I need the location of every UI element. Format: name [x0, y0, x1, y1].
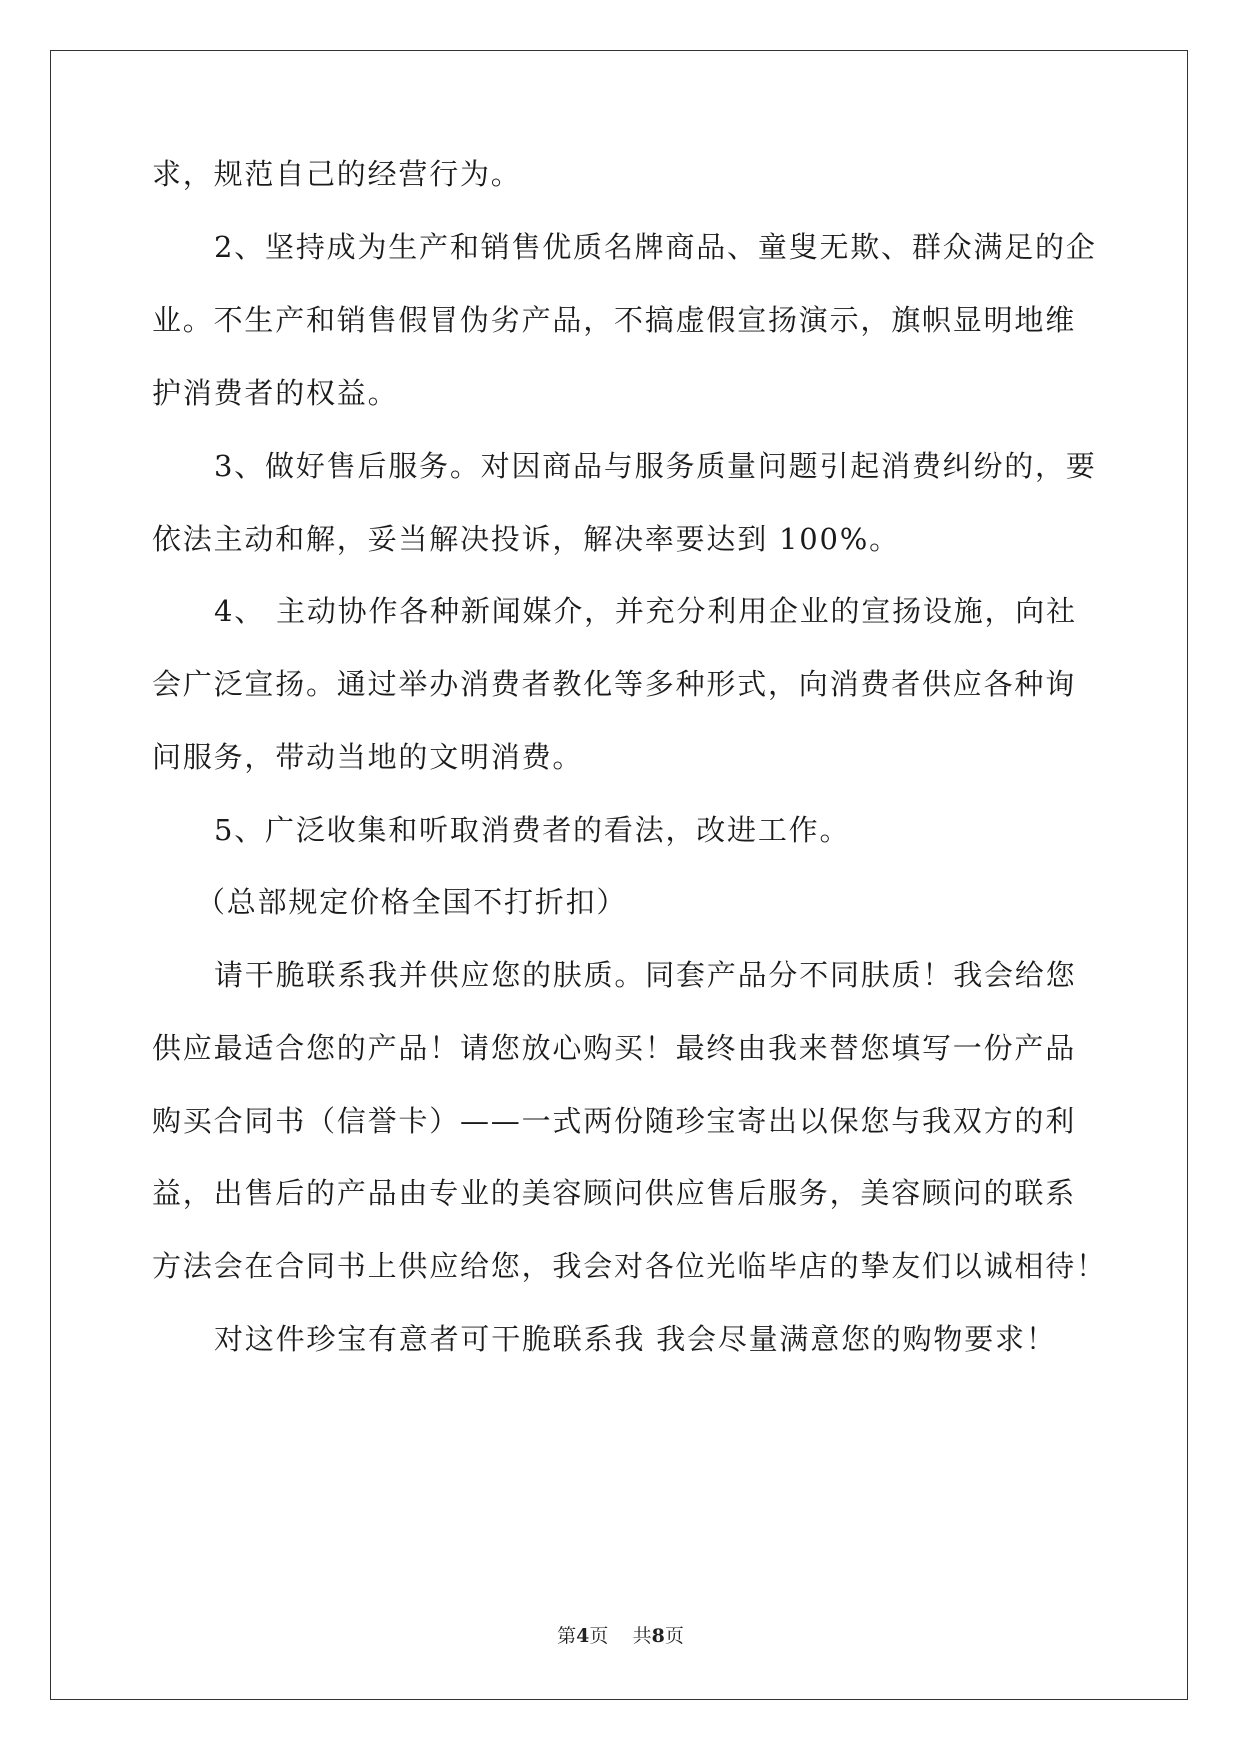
- page-footer: [0, 1622, 1241, 1650]
- text-line: 求，规范自己的经营行为。: [152, 157, 522, 191]
- footer-page-suffix: 页: [589, 1625, 609, 1647]
- text-line: 2、坚持成为生产和销售优质名牌商品、童叟无欺、群众满足的企: [214, 230, 1097, 264]
- footer-prefix: 第: [557, 1625, 577, 1647]
- text-line: 对这件珍宝有意者可干脆联系我 我会尽量满意您的购物要求！: [214, 1322, 1057, 1356]
- text-line: 请干脆联系我并供应您的肤质。同套产品分不同肤质！我会给您: [214, 958, 1077, 992]
- text-line: （总部规定价格全国不打折扣）: [196, 885, 628, 919]
- text-line: 4、 主动协作各种新闻媒介，并充分利用企业的宣扬设施，向社: [214, 594, 1077, 628]
- current-page-number: 4: [576, 1625, 590, 1647]
- text-line: 3、做好售后服务。对因商品与服务质量问题引起消费纠纷的，要: [214, 449, 1097, 483]
- total-page-number: 8: [651, 1625, 665, 1647]
- page-border: [50, 50, 1188, 1700]
- text-line: 5、广泛收集和听取消费者的看法，改进工作。: [214, 813, 851, 847]
- text-line: 方法会在合同书上供应给您，我会对各位光临毕店的挚友们以诚相待！: [152, 1249, 1107, 1283]
- text-line: 业。不生产和销售假冒伪劣产品，不搞虚假宣扬演示，旗帜显明地维: [152, 303, 1077, 337]
- text-line: 供应最适合您的产品！请您放心购买！最终由我来替您填写一份产品: [152, 1031, 1077, 1065]
- text-line: 益，出售后的产品由专业的美容顾问供应售后服务，美容顾问的联系: [152, 1176, 1077, 1210]
- footer-total-prefix: 共: [632, 1625, 652, 1647]
- footer-total-suffix: 页: [664, 1625, 684, 1647]
- text-line: 问服务，带动当地的文明消费。: [152, 740, 584, 774]
- text-line: 购买合同书（信誉卡）——一式两份随珍宝寄出以保您与我双方的利: [152, 1104, 1077, 1138]
- text-line: 会广泛宣扬。通过举办消费者教化等多种形式，向消费者供应各种询: [152, 667, 1077, 701]
- text-line: 依法主动和解，妥当解决投诉，解决率要达到 100%。: [152, 522, 900, 556]
- text-line: 护消费者的权益。: [152, 376, 399, 410]
